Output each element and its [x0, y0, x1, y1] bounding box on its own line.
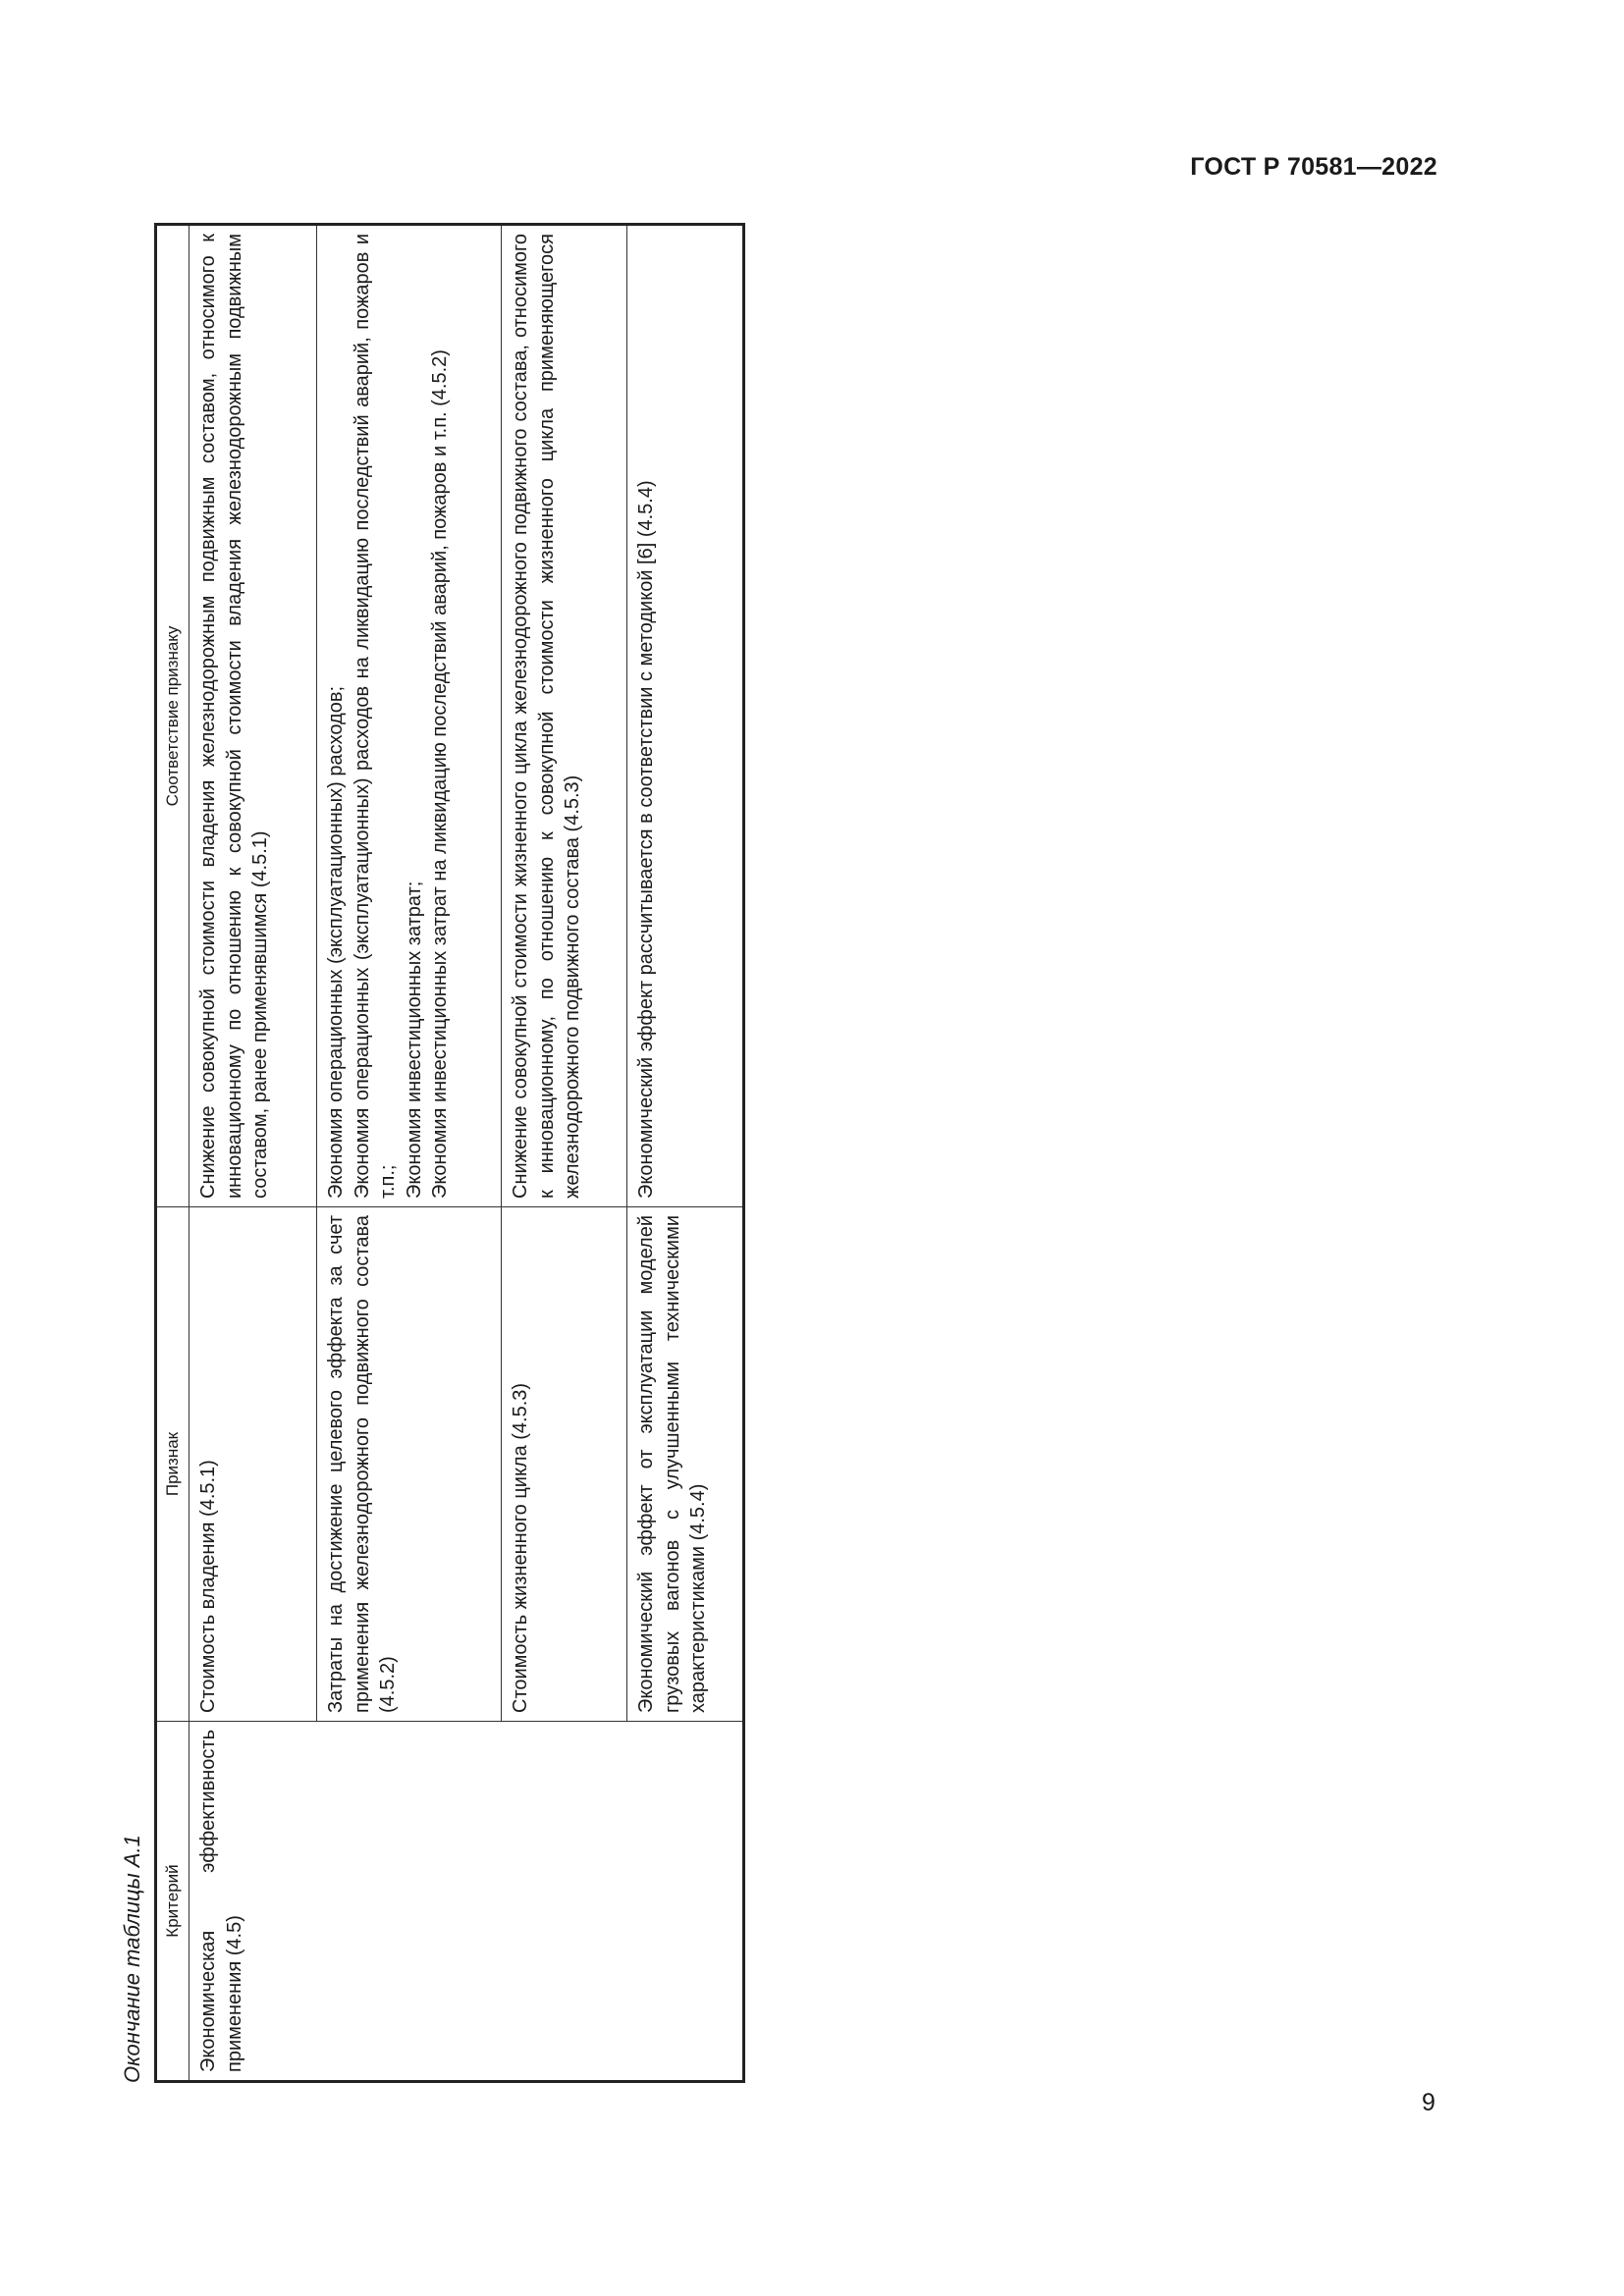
sign-cell: Экономический эффект от эксплуатации моделей грузовых вагонов с улучшенными техническими характеристиками (4.5.4)	[627, 1207, 744, 1722]
table-row	[189, 225, 317, 2082]
correspondence-line: Экономия инвестиционных затрат на ликвидацию последствий аварий, пожаров и т.п. (4.5.2)	[429, 349, 452, 1199]
table-row	[502, 225, 627, 2082]
column-header-sign: Признак	[156, 1207, 189, 1722]
correspondence-cell: Снижение совокупной стоимости владения железнодорожным подвижным составом, относимого к инновационному по отношению к совокупной стоимости владения железнодорожным подвижным составом, ранее применявшимся (4.5.1)	[189, 225, 317, 1207]
sign-cell: Стоимость владения (4.5.1)	[189, 1207, 317, 1722]
document-code: ГОСТ Р 70581—2022	[1190, 153, 1437, 181]
rotated-table-block	[111, 226, 749, 2083]
sign-cell: Затраты на достижение целевого эффекта за счет применения железнодорожного подвижного состава (4.5.2)	[317, 1207, 502, 1722]
correspondence-cell: Экономический эффект рассчитывается в соответствии с методикой [6] (4.5.4)	[627, 225, 744, 1207]
criterion-cell-empty	[502, 1722, 627, 2082]
correspondence-line: Экономия инвестиционных затрат;	[403, 881, 425, 1199]
page-number: 9	[1422, 2089, 1435, 2116]
criterion-cell: Экономическая эффективность применения (4.5)	[189, 1722, 317, 2082]
correspondence-line: Экономия операционных (эксплуатационных) расходов на ликвидацию последствий аварий, пожаров и т.п.;	[351, 234, 400, 1199]
table-row	[317, 225, 502, 2082]
table-header-row	[156, 225, 189, 2082]
criterion-cell-empty	[317, 1722, 502, 2082]
correspondence-cell	[317, 225, 502, 1207]
correspondence-cell: Снижение совокупной стоимости жизненного цикла железнодорожного подвижного состава, относимого к инновационному, по отношению к совокупной стоимости жизненного цикла применяющегося железнодорожного подвижного состава (4.5.3)	[502, 225, 627, 1207]
table-row	[627, 225, 744, 2082]
criteria-table	[154, 223, 745, 2083]
column-header-criterion: Критерий	[156, 1722, 189, 2082]
table-caption: Окончание таблицы А.1	[120, 1835, 144, 2083]
criterion-cell-empty	[627, 1722, 744, 2082]
sign-cell: Стоимость жизненного цикла (4.5.3)	[502, 1207, 627, 1722]
column-header-correspondence: Соответствие признаку	[156, 225, 189, 1207]
correspondence-line: Экономия операционных (эксплуатационных) расходов;	[325, 685, 347, 1199]
